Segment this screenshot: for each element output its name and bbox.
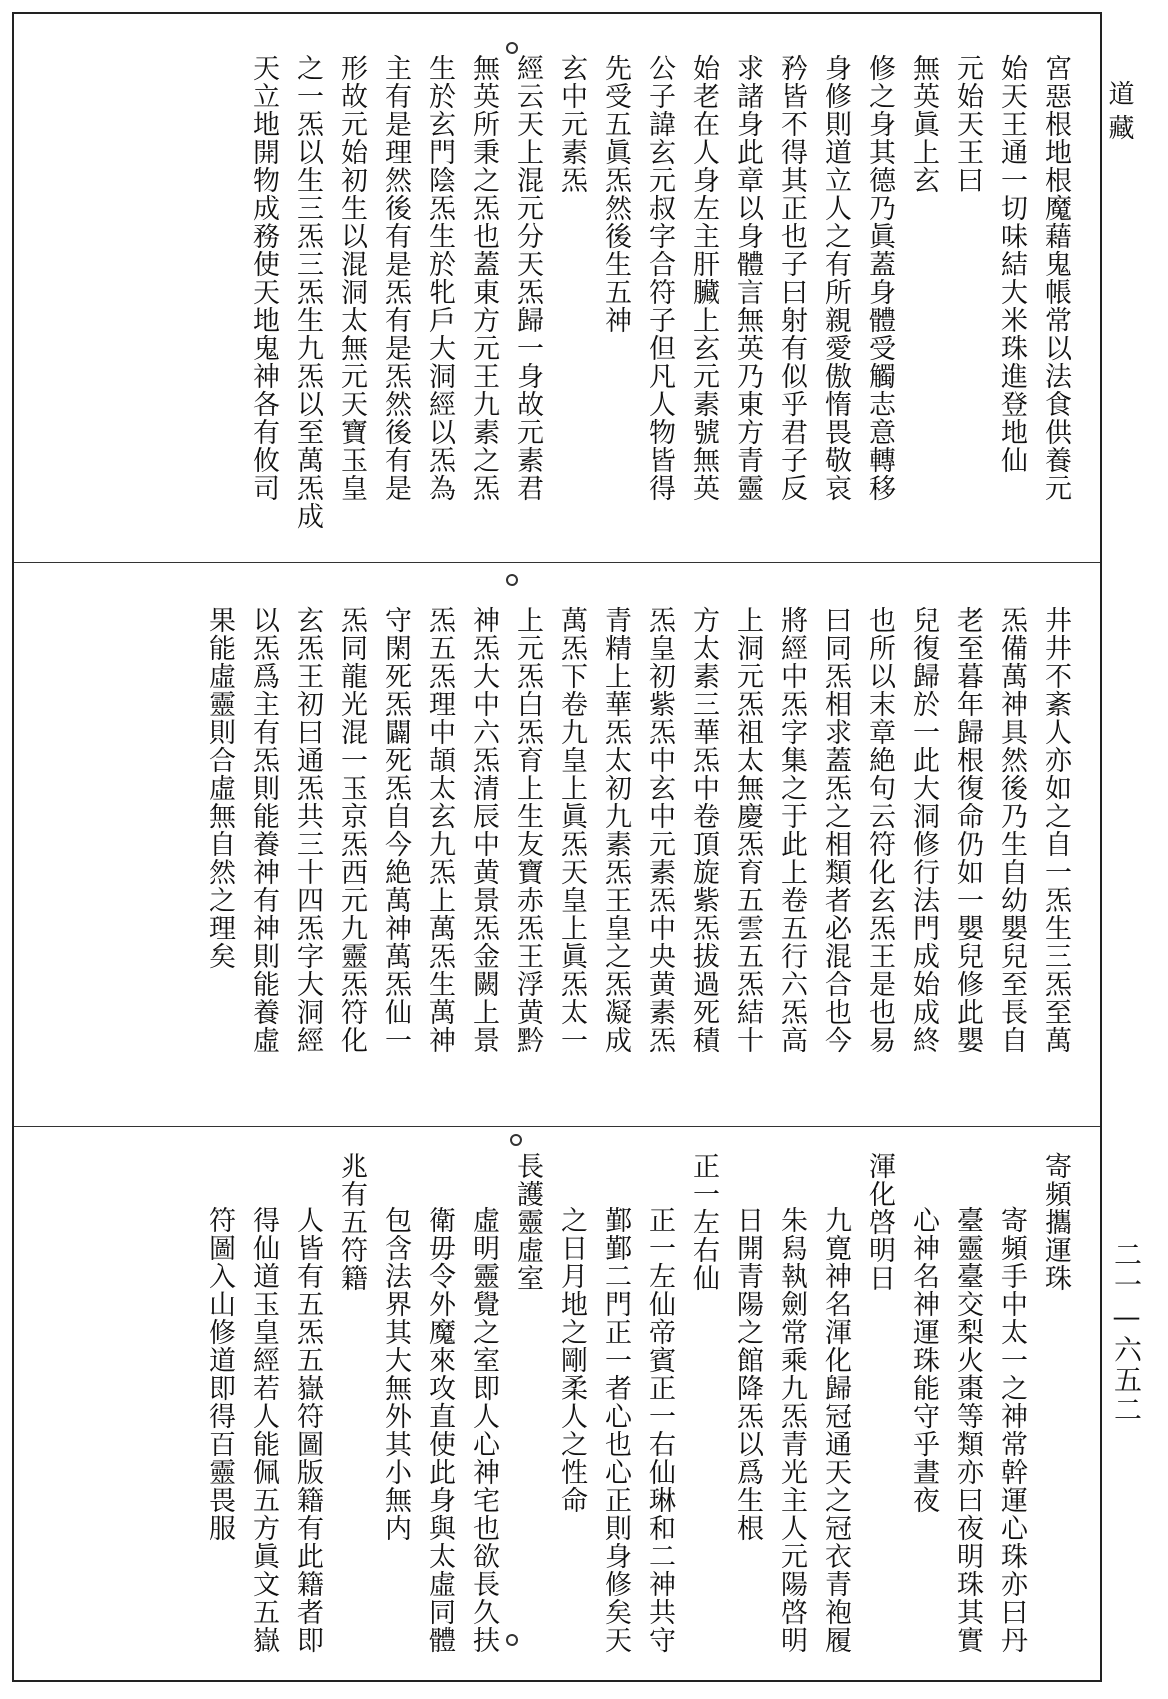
text-column: 鄞鄞二門正一者心也心正則身修矣天 bbox=[600, 1206, 631, 1654]
text-column: 神炁大中六炁清辰中黄景炁金闕上景 bbox=[468, 606, 499, 1054]
text-column: 衛毋令外魔來攻直使此身與太虛同體 bbox=[424, 1206, 455, 1654]
text-column: 也所以末章絶句云符化玄炁王是也易 bbox=[864, 606, 895, 1054]
text-column: 身修則道立人之有所親愛傲惰畏敬哀 bbox=[820, 54, 851, 502]
canon-title: 道藏 bbox=[1104, 80, 1134, 148]
register-band-3 bbox=[76, 1152, 1076, 1687]
text-column: 虛明靈覺之室即人心神宅也欲長久扶 bbox=[468, 1206, 499, 1654]
section-heading: 無英眞上玄 bbox=[908, 54, 939, 194]
text-column: 形故元始初生以混洞太無元天寶玉皇 bbox=[336, 54, 367, 502]
text-column: 之一炁以生三炁三炁生九炁以至萬炁成 bbox=[292, 54, 323, 530]
text-column: 元始天王曰 bbox=[952, 54, 983, 194]
text-column: 炁同龍光混一玉京炁西元九靈炁符化 bbox=[336, 606, 367, 1054]
text-column: 臺靈臺交梨火棗等類亦曰夜明珠其實 bbox=[952, 1206, 983, 1654]
text-column: 公子諱玄元叔字合符子但凡人物皆得 bbox=[644, 54, 675, 502]
punctuation-circle bbox=[506, 42, 518, 54]
text-column: 以炁爲主有炁則能養神有神則能養虛 bbox=[248, 606, 279, 1054]
section-heading: 渾化啓明日 bbox=[864, 1152, 895, 1292]
text-column: 玄炁王初曰通炁共三十四炁字大洞經 bbox=[292, 606, 323, 1054]
text-column: 上元炁白炁育上生友寶赤炁王浮黄黔 bbox=[512, 606, 543, 1054]
text-column: 無英所秉之炁也蓋東方元王九素之炁 bbox=[468, 54, 499, 502]
text-column: 包含法界其大無外其小無内 bbox=[380, 1206, 411, 1542]
text-column: 九寛神名渾化歸冠通天之冠衣青袍履 bbox=[820, 1206, 851, 1654]
text-column: 兒復歸於一此大洞修行法門成始成終 bbox=[908, 606, 939, 1054]
text-column: 始天王通一切味結大米珠進登地仙 bbox=[996, 54, 1027, 474]
text-column: 青精上華炁太初九素炁王皇之炁凝成 bbox=[600, 606, 631, 1054]
text-column: 矜皆不得其正也子曰射有似乎君子反 bbox=[776, 54, 807, 502]
text-column: 正一左仙帝賓正一右仙琳和二神共守 bbox=[644, 1206, 675, 1654]
text-column: 朱舄執劍常乘九炁青光主人元陽啓明 bbox=[776, 1206, 807, 1654]
page-number: 二一—六五二 bbox=[1110, 1240, 1143, 1425]
punctuation-circle bbox=[506, 574, 518, 586]
text-column: 萬炁下卷九皇上眞炁天皇上眞炁太一 bbox=[556, 606, 587, 1054]
text-column: 主有是理然後有是炁有是炁然後有是 bbox=[380, 54, 411, 502]
text-column: 守閑死炁闢死炁自今絶萬神萬炁仙一 bbox=[380, 606, 411, 1054]
text-column: 經云天上混元分天炁歸一身故元素君 bbox=[512, 54, 543, 502]
text-column: 果能虛靈則合虛無自然之理矣 bbox=[204, 606, 235, 970]
section-heading: 玄中元素炁 bbox=[556, 54, 587, 194]
text-column: 炁備萬神具然後乃生自幼嬰兒至長自 bbox=[996, 606, 1027, 1054]
text-column: 修之身其德乃眞蓋身體受觸志意轉移 bbox=[864, 54, 895, 502]
text-column: 老至暮年歸根復命仍如一嬰兒修此嬰 bbox=[952, 606, 983, 1054]
text-column: 宮惡根地根魔藉鬼帳常以法食供養元 bbox=[1040, 54, 1071, 502]
punctuation-circle bbox=[510, 1134, 522, 1146]
section-heading: 長護靈虛室 bbox=[512, 1152, 543, 1292]
section-heading: 正一左右仙 bbox=[688, 1152, 719, 1292]
text-column: 生於玄門陰炁生於牝戶大洞經以炁為 bbox=[424, 54, 455, 502]
text-column: 心神名神運珠能守乎晝夜 bbox=[908, 1206, 939, 1514]
text-column: 天立地開物成務使天地鬼神各有攸司 bbox=[248, 54, 279, 502]
text-column: 方太素三華炁中卷頂旋紫炁拔過死積 bbox=[688, 606, 719, 1054]
text-column: 先受五眞炁然後生五神 bbox=[600, 54, 631, 334]
text-column: 得仙道玉皇經若人能佩五方眞文五嶽 bbox=[248, 1206, 279, 1654]
text-column: 曰同炁相求蓋炁之相類者必混合也今 bbox=[820, 606, 851, 1054]
text-column: 之日月地之剛柔人之性命 bbox=[556, 1206, 587, 1514]
section-heading: 兆有五符籍 bbox=[336, 1152, 367, 1292]
text-column: 將經中炁字集之于此上卷五行六炁高 bbox=[776, 606, 807, 1054]
section-heading: 寄頻攜運珠 bbox=[1040, 1152, 1071, 1292]
text-column: 寄頻手中太一之神常幹運心珠亦曰丹 bbox=[996, 1206, 1027, 1654]
text-column: 上洞元炁祖太無慶炁育五雲五炁結十 bbox=[732, 606, 763, 1054]
register-divider-bottom bbox=[14, 1126, 1100, 1127]
text-column: 井井不紊人亦如之自一炁生三炁至萬 bbox=[1040, 606, 1071, 1054]
text-column: 炁皇初紫炁中玄中元素炁中央黄素炁 bbox=[644, 606, 675, 1054]
text-column: 始老在人身左主肝臟上玄元素號無英 bbox=[688, 54, 719, 502]
text-column: 符圖入山修道即得百靈畏服 bbox=[204, 1206, 235, 1542]
text-column: 日開青陽之館降炁以爲生根 bbox=[732, 1206, 763, 1542]
register-band-1 bbox=[76, 54, 1076, 564]
text-column: 人皆有五炁五嶽符圖版籍有此籍者即 bbox=[292, 1206, 323, 1654]
scripture-page bbox=[12, 12, 1102, 1682]
text-column: 炁五炁理中頡太玄九炁上萬炁生萬神 bbox=[424, 606, 455, 1054]
text-column: 求諸身此章以身體言無英乃東方青靈 bbox=[732, 54, 763, 502]
register-band-2 bbox=[76, 606, 1076, 1121]
